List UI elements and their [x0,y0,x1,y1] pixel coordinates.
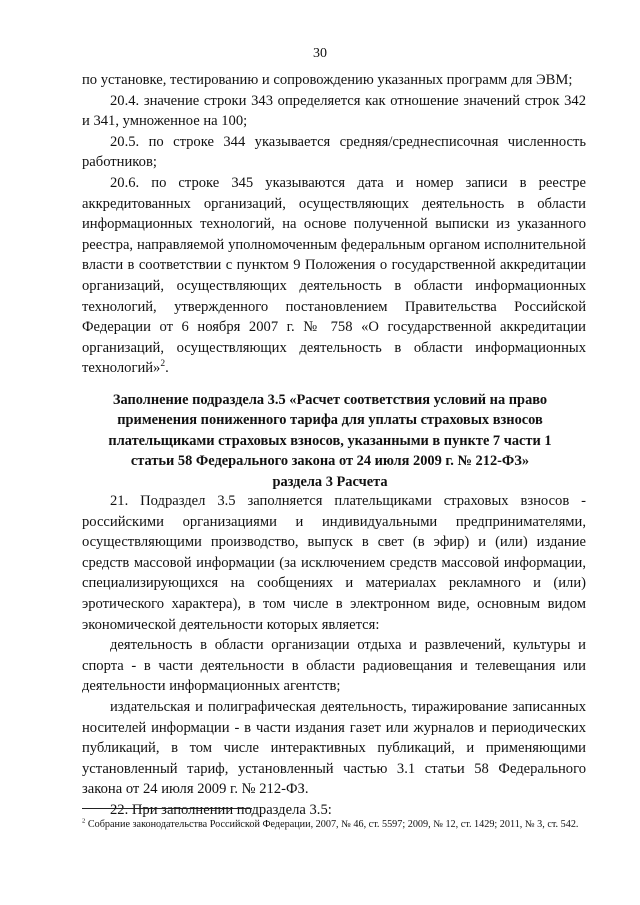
heading-line: статьи 58 Федерального закона от 24 июля 2009 г. № 212-ФЗ» [130,453,530,470]
paragraph-21-entertainment: деятельность в области организации отдыха и развлечений, культуры и спорта - в части деятельности в области радиовещания и телевещания или деятельности информационных агентств; [82,637,586,695]
heading-line: раздела 3 Расчета [272,473,388,490]
paragraph-program-support: по установке, тестированию и сопровождению указанных программ для ЭВМ; [82,72,573,88]
footnote-divider [82,808,252,809]
paragraph-20-6-end: . [165,360,169,377]
page-number: 30 [313,46,327,61]
paragraph-20-5: 20.5. по строке 344 указывается средняя/среднесписочная численность работников; [82,133,586,171]
top-text-block [82,70,586,379]
paragraph-21-publishing: издательская и полиграфическая деятельность, тиражирование записанных носителей информации - в части издания газет или журналов и периодических публикаций, в том числе интерактивных публикаций, и применяющими установленный тариф, установленный частью 3.1 статьи 58 Федерального закона от 24 июля 2009 г. № 212-ФЗ. [82,698,586,798]
section-heading [100,390,560,492]
paragraph-20-6 [82,173,586,379]
paragraph-21: 21. Подраздел 3.5 заполняется плательщиками страховых взносов - российскими организациями и индивидуальными предпринимателями, осуществляющими производство, выпуск в свет (в эфир) и (или) издание средств массовой информации (за исключением средств массовой информации, специализирующихся на сообщениях и материалах рекламного и (или) эротического характера), в том числе в электронном виде, основным видом экономической деятельности которых является: [82,493,586,633]
footnote-reference-mark[interactable]: 2 [160,359,166,370]
paragraph-22: 22. При заполнении подраздела 3.5: [110,801,332,818]
heading-line: плательщиками страховых взносов, указанными в пункте 7 части 1 [108,432,552,449]
heading-line: Заполнение подраздела 3.5 «Расчет соответствия условий на право [112,392,548,408]
bottom-text-block [82,491,586,821]
footnote [82,818,586,831]
heading-line: применения пониженного тарифа для уплаты страховых взносов [117,412,543,429]
footnote-text: Собрание законодательства Российской Федерации, 2007, № 46, ст. 5597; 2009, № 12, ст. 1429; 2011, № 3, ст. 542. [85,819,579,830]
paragraph-20-4: 20.4. значение строки 343 определяется как отношение значений строк 342 и 341, умноженное на 100; [82,92,586,130]
paragraph-20-6-text: 20.6. по строке 345 указываются дата и номер записи в реестре аккредитованных организаций, осуществляющих деятельность в области информационных технологий, на основе полученной выписки из указанного реестра, направляемой уполномоченным федеральным органом исполнительной власти в соответствии с пунктом 9 Положения о государственной аккредитации организаций, осуществляющих деятельность в области информационных технологий, утвержденного постановлением Правительства Российской Федерации от 6 ноября 2007 г. № 758 «О государственной аккредитации организаций, осуществляющих деятельность в области информационных технологий» [82,174,586,377]
footnote-mark: 2 [82,817,86,825]
